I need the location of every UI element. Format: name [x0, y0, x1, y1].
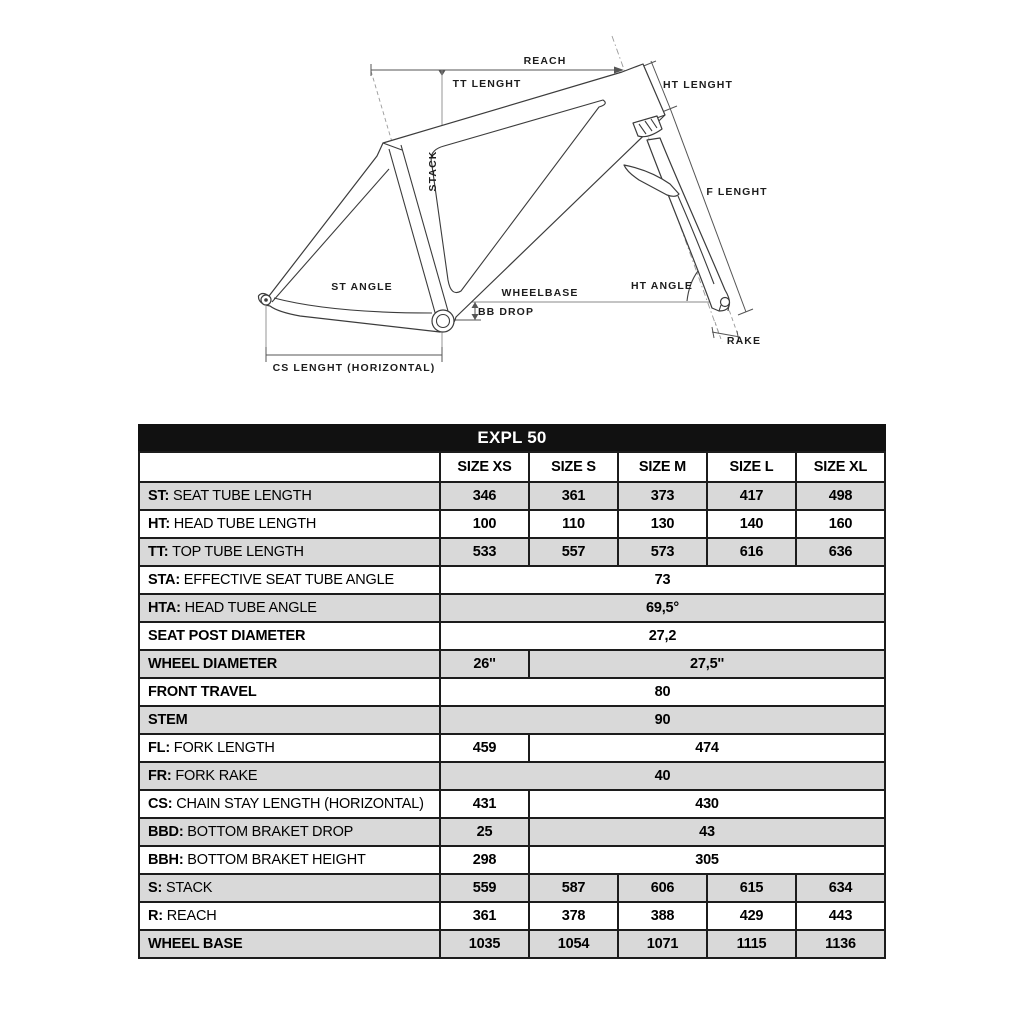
table-row	[139, 818, 885, 846]
table-row	[139, 678, 885, 706]
value-cell: 557	[529, 538, 618, 566]
row-label: SEAT POST DIAMETER	[139, 622, 440, 650]
st-angle-label: ST ANGLE	[331, 281, 393, 293]
table-row	[139, 902, 885, 930]
ht-angle-label: HT ANGLE	[630, 280, 694, 292]
value-cell: 474	[529, 734, 885, 762]
table-row	[139, 706, 885, 734]
value-cell: 430	[529, 790, 885, 818]
value-cell: 110	[529, 510, 618, 538]
bottom-bracket-shell	[432, 310, 454, 332]
value-cell: 373	[618, 482, 707, 510]
table-row	[139, 482, 885, 510]
value-cell: 26''	[440, 650, 529, 678]
value-cell: 100	[440, 510, 529, 538]
row-label: HTA: HEAD TUBE ANGLE	[139, 594, 440, 622]
value-cell: 73	[440, 566, 885, 594]
row-label: TT: TOP TUBE LENGTH	[139, 538, 440, 566]
table-row	[139, 762, 885, 790]
value-cell: 559	[440, 874, 529, 902]
row-label: BBH: BOTTOM BRAKET HEIGHT	[139, 846, 440, 874]
value-cell: 1035	[440, 930, 529, 958]
table-row	[139, 734, 885, 762]
rake-label: RAKE	[726, 335, 762, 347]
rear-fork-blade-line	[678, 196, 714, 284]
row-label: R: REACH	[139, 902, 440, 930]
row-label: CS: CHAIN STAY LENGTH (HORIZONTAL)	[139, 790, 440, 818]
value-cell: 27,2	[440, 622, 885, 650]
table-row	[139, 594, 885, 622]
value-cell: 606	[618, 874, 707, 902]
stack-label: STACK	[427, 150, 439, 192]
value-cell: 361	[440, 902, 529, 930]
row-label: WHEEL DIAMETER	[139, 650, 440, 678]
row-label: S: STACK	[139, 874, 440, 902]
value-cell: 27,5''	[529, 650, 885, 678]
size-column-header: SIZE XS	[440, 452, 529, 482]
row-label: ST: SEAT TUBE LENGTH	[139, 482, 440, 510]
front-dropout	[721, 298, 730, 307]
value-cell: 388	[618, 902, 707, 930]
value-cell: 533	[440, 538, 529, 566]
row-label: STEM	[139, 706, 440, 734]
size-column-header: SIZE M	[618, 452, 707, 482]
value-cell: 636	[796, 538, 885, 566]
value-cell: 69,5°	[440, 594, 885, 622]
value-cell: 298	[440, 846, 529, 874]
value-cell: 498	[796, 482, 885, 510]
value-cell: 431	[440, 790, 529, 818]
row-label: BBD: BOTTOM BRAKET DROP	[139, 818, 440, 846]
reach-label: REACH	[523, 55, 567, 67]
table-row	[139, 846, 885, 874]
table-title: EXPL 50	[138, 424, 886, 451]
value-cell: 429	[707, 902, 796, 930]
table-row	[139, 874, 885, 902]
label-column-header	[139, 452, 440, 482]
geometry-spec-table	[138, 451, 886, 959]
value-cell: 361	[529, 482, 618, 510]
table-row	[139, 930, 885, 958]
value-cell: 80	[440, 678, 885, 706]
row-label: FR: FORK RAKE	[139, 762, 440, 790]
table-row	[139, 510, 885, 538]
value-cell: 1071	[618, 930, 707, 958]
value-cell: 587	[529, 874, 618, 902]
value-cell: 140	[707, 510, 796, 538]
size-column-header: SIZE S	[529, 452, 618, 482]
bike-geometry-diagram	[0, 0, 1024, 420]
table-row	[139, 622, 885, 650]
value-cell: 130	[618, 510, 707, 538]
tt-length-label: TT LENGHT	[452, 78, 522, 90]
table-header-row	[139, 452, 885, 482]
value-cell: 634	[796, 874, 885, 902]
value-cell: 1136	[796, 930, 885, 958]
value-cell: 378	[529, 902, 618, 930]
row-label: STA: EFFECTIVE SEAT TUBE ANGLE	[139, 566, 440, 594]
wheelbase-label: WHEELBASE	[501, 287, 579, 299]
value-cell: 459	[440, 734, 529, 762]
ht-length-label: HT LENGHT	[663, 79, 733, 91]
value-cell: 25	[440, 818, 529, 846]
row-label: WHEEL BASE	[139, 930, 440, 958]
cs-length-label: CS LENGHT (HORIZONTAL)	[272, 362, 436, 374]
table-row	[139, 538, 885, 566]
value-cell: 43	[529, 818, 885, 846]
value-cell: 573	[618, 538, 707, 566]
bb-drop-label: BB DROP	[477, 306, 535, 318]
row-label: FL: FORK LENGTH	[139, 734, 440, 762]
size-column-header: SIZE L	[707, 452, 796, 482]
value-cell: 443	[796, 902, 885, 930]
value-cell: 1054	[529, 930, 618, 958]
table-row	[139, 650, 885, 678]
value-cell: 160	[796, 510, 885, 538]
value-cell: 616	[707, 538, 796, 566]
f-length-label: F LENGHT	[706, 186, 768, 198]
value-cell: 305	[529, 846, 885, 874]
value-cell: 90	[440, 706, 885, 734]
table-row	[139, 566, 885, 594]
size-column-header: SIZE XL	[796, 452, 885, 482]
rear-axle	[264, 298, 268, 302]
value-cell: 615	[707, 874, 796, 902]
row-label: HT: HEAD TUBE LENGTH	[139, 510, 440, 538]
row-label: FRONT TRAVEL	[139, 678, 440, 706]
value-cell: 40	[440, 762, 885, 790]
value-cell: 417	[707, 482, 796, 510]
table-row	[139, 790, 885, 818]
geometry-table	[138, 424, 886, 959]
value-cell: 346	[440, 482, 529, 510]
value-cell: 1115	[707, 930, 796, 958]
